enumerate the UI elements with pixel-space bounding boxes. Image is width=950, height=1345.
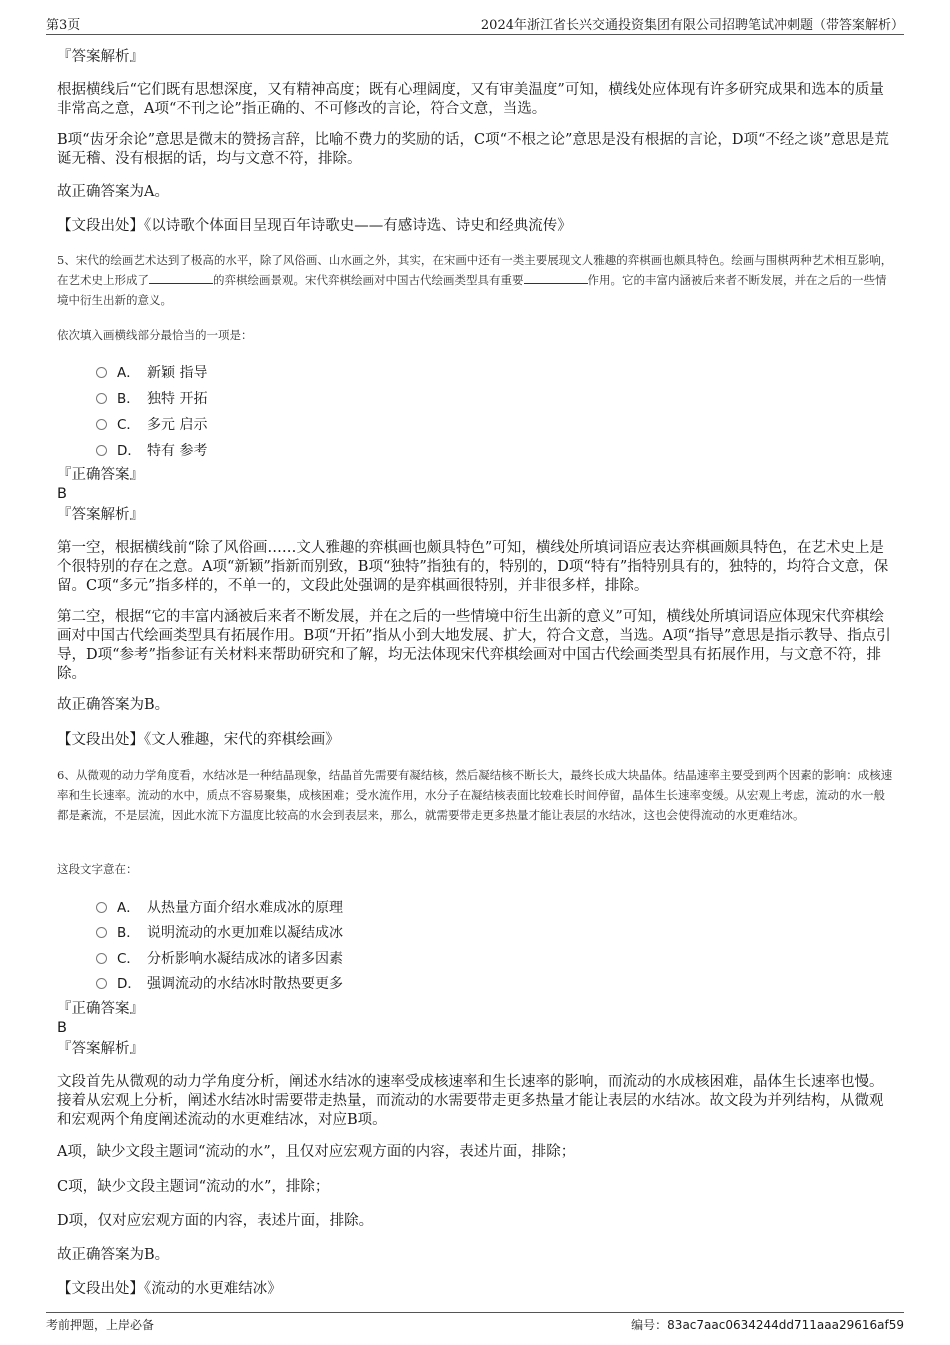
radio-icon[interactable]: [96, 953, 107, 964]
radio-icon[interactable]: [96, 902, 107, 913]
q5-option-c[interactable]: C． 多元 启示: [96, 413, 207, 433]
q6-analysis-p3: C项，缺少文段主题词“流动的水”，排除；: [57, 1179, 330, 1195]
page-footer: [46, 1312, 904, 1336]
q4-analysis-label: 『答案解析』: [57, 49, 144, 65]
q6-option-a[interactable]: A． 从热量方面介绍水难成冰的原理: [96, 896, 343, 916]
q6-option-c[interactable]: C． 分析影响水凝结成冰的诸多因素: [96, 947, 343, 967]
radio-icon[interactable]: [96, 393, 107, 404]
radio-icon[interactable]: [96, 445, 107, 456]
page-header: [46, 14, 904, 35]
q5-analysis-label: 『答案解析』: [57, 507, 144, 523]
q6-stem: 6、从微观的动力学角度看，水结冰是一种结晶现象，结晶首先需要有凝结核，然后凝结核不断长大，最终长成大块晶体。结晶速率主要受到两个因素的影响：成核速率和生长速率。流动的水中，质点不容易聚集，成核困难；受水流作用，水分子在凝结核表面比较难长时间停留，晶体生长速率变缓。从宏观上考虑，流动的水一般都是紊流，不是层流，因此水流下方温度比较高的水会到表层来，那么，就需要带走更多热量才能让表层的水结冰，这也会使得流动的水更难结冰。: [57, 768, 893, 822]
q4-source: 【文段出处】《以诗歌个体面目呈现百年诗歌史——有感诗选、诗史和经典流传》: [57, 218, 572, 234]
footer-slogan: 考前押题，上岸必备: [46, 1318, 155, 1332]
q6-analysis-p1: 文段首先从微观的动力学角度分析，阐述水结冰的速率受成核速率和生长速率的影响，而流动的水成核困难，晶体生长速率也慢。接着从宏观上分析，阐述水结冰时需要带走热量，而流动的水需要带走更多热量才能让表层的水结冰。故文段为并列结构，从微观和宏观两个角度阐述流动的水更难结冰，对应B项。: [57, 1074, 884, 1128]
document-code: 编号：83ac7aac0634244dd711aaa29616af59: [631, 1318, 904, 1332]
q4-analysis-p2: B项“齿牙余论”意思是微末的赞扬言辞，比喻不费力的奖励的话，C项“不根之论”意思是没有根据的言论，D项“不经之谈”意思是荒诞无稽、没有根据的话，均与文意不符，排除。: [57, 132, 889, 167]
page-number: 第3页: [46, 18, 81, 33]
radio-icon[interactable]: [96, 419, 107, 430]
q6-conclusion: 故正确答案为B。: [57, 1247, 170, 1263]
q6-option-d[interactable]: D． 强调流动的水结冰时散热要更多: [96, 972, 343, 992]
q6-analysis-p2: A项，缺少文段主题词“流动的水”，且仅对应宏观方面的内容，表述片面，排除；: [57, 1144, 576, 1160]
radio-icon[interactable]: [96, 927, 107, 938]
q4-conclusion: 故正确答案为A。: [57, 184, 169, 200]
blank-1: [149, 271, 213, 284]
radio-icon[interactable]: [96, 367, 107, 378]
q5-option-d[interactable]: D． 特有 参考: [96, 439, 207, 459]
blank-2: [524, 271, 588, 284]
q6-answer-label: 『正确答案』: [57, 1001, 144, 1017]
radio-icon[interactable]: [96, 978, 107, 989]
q5-prompt: 依次填入画横线部分最恰当的一项是：: [57, 328, 253, 342]
q5-source: 【文段出处】《文人雅趣，宋代的弈棋绘画》: [57, 732, 340, 748]
q5-analysis-p2: 第二空，根据“它的丰富内涵被后来者不断发展，并在之后的一些情境中衍生出新的意义”可知，横线处所填词语应体现宋代弈棋绘画对中国古代绘画类型具有拓展作用。B项“开拓”指从小到大地发展、扩大，符合文意，当选。A项“指导”意思是指示教导、指点引导，D项“参考”指参证有关材料来帮助研究和了解，均无法体现宋代弈棋绘画对中国古代绘画类型具有拓展作用，与文意不符，排除。: [57, 609, 891, 682]
q6-analysis-label: 『答案解析』: [57, 1041, 144, 1057]
q6-option-b[interactable]: B． 说明流动的水更加难以凝结成冰: [96, 921, 343, 941]
q4-analysis-p1: 根据横线后“它们既有思想深度，又有精神高度；既有心理阔度，又有审美温度”可知，横线处应体现有许多研究成果和选本的质量非常高之意，A项“不刊之论”指正确的、不可修改的言论，符合文意，当选。: [57, 82, 884, 117]
q5-stem: 5、宋代的绘画艺术达到了极高的水平，除了风俗画、山水画之外，其实，在宋画中还有一类主要展现文人雅趣的弈棋画也颇具特色。绘画与围棋两种艺术相互影响，在艺术史上形成了 的弈棋绘画景观。宋代弈棋绘画对中国古代绘画类型具有重要 作用。它的丰富内涵被后来者不断发展，并在之后的一些情境中衍生出新的意义。: [57, 253, 893, 307]
q6-source: 【文段出处】《流动的水更难结冰》: [57, 1281, 282, 1297]
q5-option-a[interactable]: A． 新颖 指导: [96, 361, 207, 381]
q5-conclusion: 故正确答案为B。: [57, 697, 170, 713]
q5-option-b[interactable]: B． 独特 开拓: [96, 387, 207, 407]
q6-answer: B: [57, 1020, 67, 1036]
document-title: 2024年浙江省长兴交通投资集团有限公司招聘笔试冲刺题（带答案解析）: [480, 18, 904, 33]
q5-analysis-p1: 第一空，根据横线前“除了风俗画……文人雅趣的弈棋画也颇具特色”可知，横线处所填词语应表达弈棋画颇具特色，在艺术史上是个很特别的存在之意。A项“新颖”指新而别致，B项“独特”指独有的，特别的，D项“特有”指特别具有的，独特的，均符合文意，保留。C项“多元”指多样的，不单一的，文段此处强调的是弈棋画很特别，并非很多样，排除。: [57, 540, 889, 594]
q5-answer: B: [57, 486, 67, 502]
q5-answer-label: 『正确答案』: [57, 467, 144, 483]
q6-prompt: 这段文字意在：: [57, 862, 138, 876]
q6-analysis-p4: D项，仅对应宏观方面的内容，表述片面，排除。: [57, 1213, 374, 1229]
